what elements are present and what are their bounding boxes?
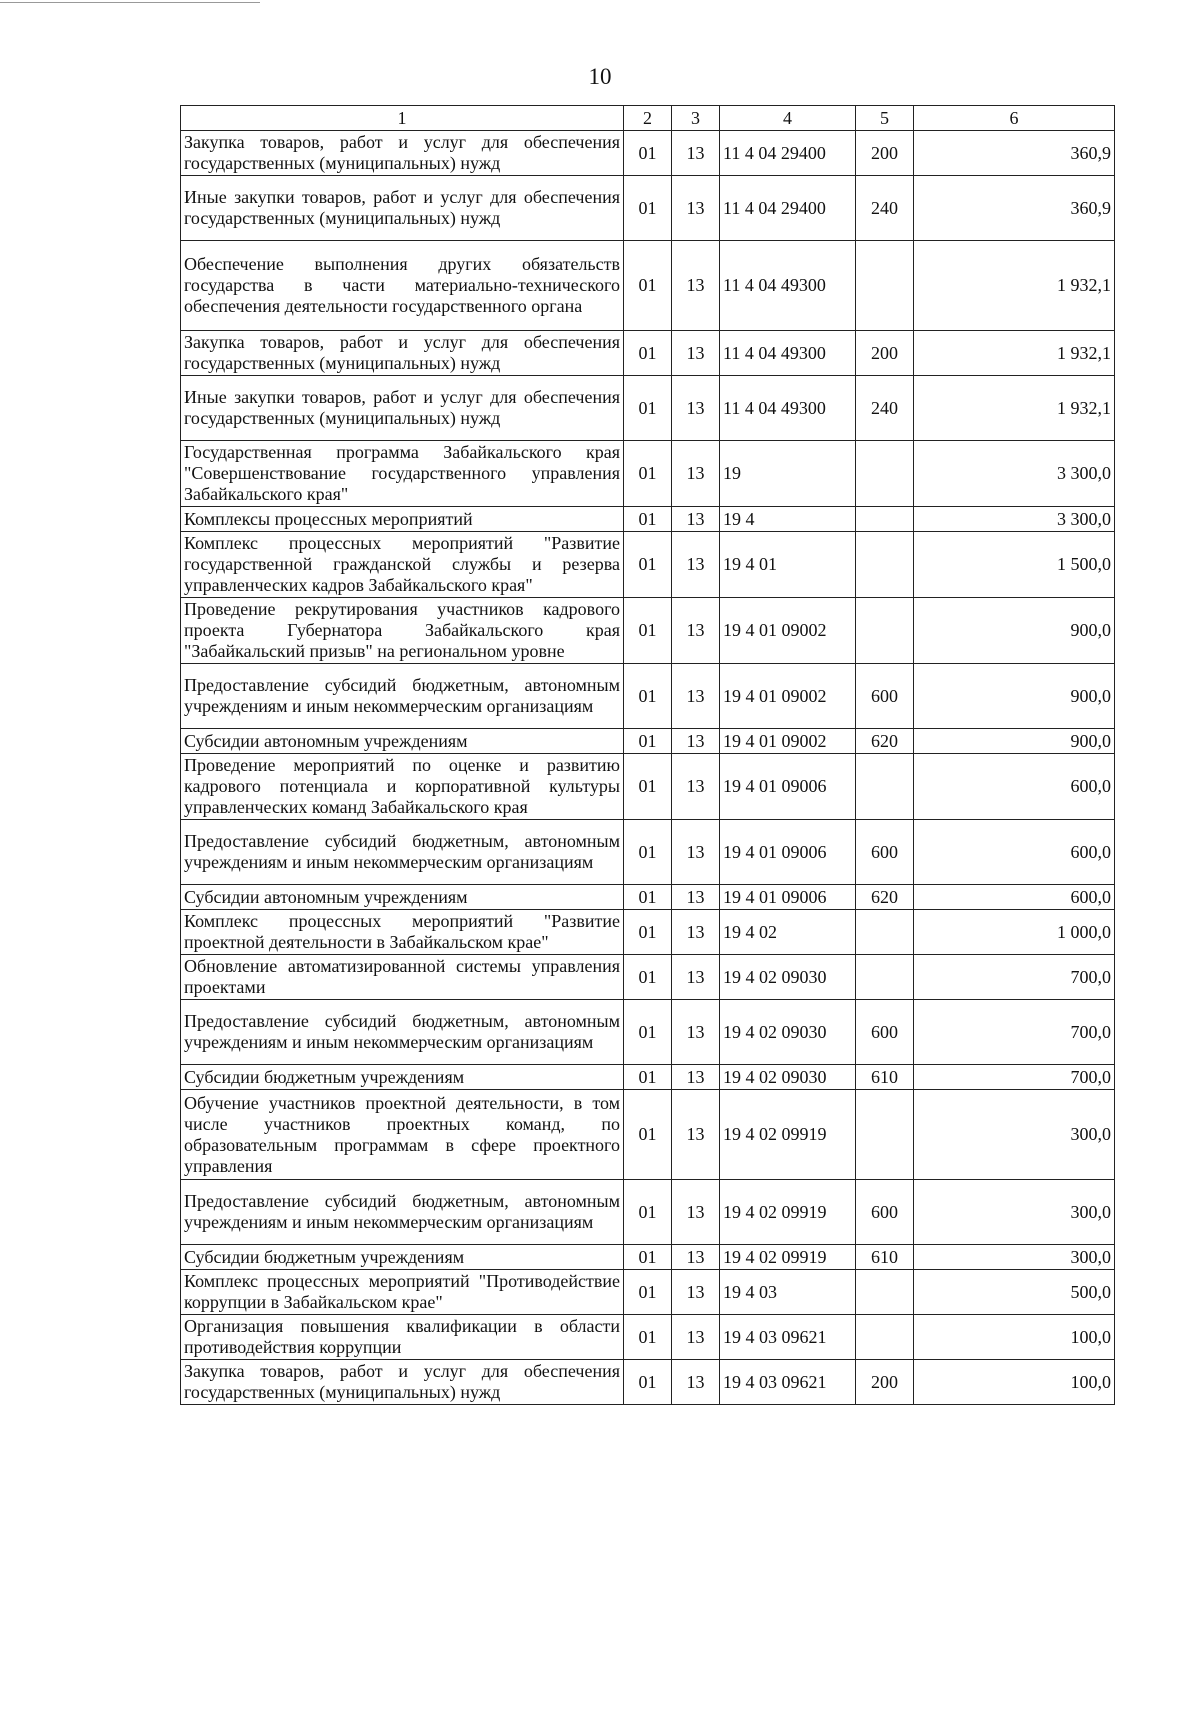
row-expense-type-cell [856, 1315, 914, 1360]
row-amount-cell: 300,0 [914, 1180, 1115, 1245]
row-name-cell: Комплекс процессных мероприятий "Противодействие коррупции в Забайкальском крае" [181, 1270, 624, 1315]
row-section-cell: 01 [624, 331, 672, 376]
row-expense-type-cell: 600 [856, 664, 914, 729]
row-target-article-cell: 19 4 02 09030 [720, 955, 856, 1000]
row-target-article-cell: 19 4 02 09030 [720, 1000, 856, 1065]
table-row [181, 885, 1115, 910]
table-row [181, 441, 1115, 507]
table-row [181, 1090, 1115, 1180]
row-target-article-cell: 19 4 02 09030 [720, 1065, 856, 1090]
row-section-cell: 01 [624, 441, 672, 507]
row-subsection-cell: 13 [672, 176, 720, 241]
row-subsection-cell: 13 [672, 331, 720, 376]
row-amount-cell: 100,0 [914, 1315, 1115, 1360]
row-expense-type-cell: 240 [856, 376, 914, 441]
row-expense-type-cell [856, 441, 914, 507]
row-expense-type-cell [856, 532, 914, 598]
row-expense-type-cell [856, 754, 914, 820]
row-name-cell: Субсидии автономным учреждениям [181, 885, 624, 910]
row-target-article-cell: 11 4 04 49300 [720, 376, 856, 441]
row-subsection-cell: 13 [672, 729, 720, 754]
row-amount-cell: 1 000,0 [914, 910, 1115, 955]
row-amount-cell: 100,0 [914, 1360, 1115, 1405]
row-subsection-cell: 13 [672, 1315, 720, 1360]
row-section-cell: 01 [624, 820, 672, 885]
row-subsection-cell: 13 [672, 910, 720, 955]
header-col-3: 3 [672, 106, 720, 131]
header-col-2: 2 [624, 106, 672, 131]
row-target-article-cell: 19 4 02 09919 [720, 1090, 856, 1180]
row-amount-cell: 1 932,1 [914, 331, 1115, 376]
row-target-article-cell: 19 4 03 [720, 1270, 856, 1315]
row-target-article-cell: 19 4 01 09002 [720, 664, 856, 729]
row-subsection-cell: 13 [672, 1000, 720, 1065]
row-amount-cell: 700,0 [914, 955, 1115, 1000]
row-subsection-cell: 13 [672, 820, 720, 885]
row-section-cell: 01 [624, 1245, 672, 1270]
row-amount-cell: 500,0 [914, 1270, 1115, 1315]
row-subsection-cell: 13 [672, 441, 720, 507]
row-name-cell: Проведение рекрутирования участников кадрового проекта Губернатора Забайкальского края "Забайкальский призыв" на региональном уровне [181, 598, 624, 664]
row-amount-cell: 360,9 [914, 131, 1115, 176]
row-target-article-cell: 19 4 01 09002 [720, 598, 856, 664]
row-expense-type-cell: 620 [856, 885, 914, 910]
row-target-article-cell: 19 4 01 09006 [720, 754, 856, 820]
header-col-1: 1 [181, 106, 624, 131]
row-subsection-cell: 13 [672, 507, 720, 532]
row-subsection-cell: 13 [672, 885, 720, 910]
row-target-article-cell: 19 4 02 [720, 910, 856, 955]
row-name-cell: Предоставление субсидий бюджетным, автономным учреждениям и иным некоммерческим организациям [181, 820, 624, 885]
row-expense-type-cell: 600 [856, 820, 914, 885]
row-amount-cell: 600,0 [914, 754, 1115, 820]
row-section-cell: 01 [624, 176, 672, 241]
row-amount-cell: 1 932,1 [914, 376, 1115, 441]
row-subsection-cell: 13 [672, 376, 720, 441]
table-row [181, 131, 1115, 176]
row-name-cell: Предоставление субсидий бюджетным, автономным учреждениям и иным некоммерческим организациям [181, 664, 624, 729]
row-name-cell: Иные закупки товаров, работ и услуг для обеспечения государственных (муниципальных) нужд [181, 376, 624, 441]
row-target-article-cell: 11 4 04 49300 [720, 331, 856, 376]
row-name-cell: Государственная программа Забайкальского края "Совершенствование государственного управления Забайкальского края" [181, 441, 624, 507]
table-row [181, 241, 1115, 331]
row-amount-cell: 900,0 [914, 729, 1115, 754]
row-target-article-cell: 11 4 04 29400 [720, 176, 856, 241]
row-section-cell: 01 [624, 131, 672, 176]
table-row [181, 1000, 1115, 1065]
table-row [181, 729, 1115, 754]
row-amount-cell: 600,0 [914, 820, 1115, 885]
table-row [181, 532, 1115, 598]
table-row [181, 598, 1115, 664]
row-expense-type-cell: 610 [856, 1065, 914, 1090]
row-name-cell: Комплекс процессных мероприятий "Развитие государственной гражданской службы и резерва управленческих кадров Забайкальского края" [181, 532, 624, 598]
row-amount-cell: 600,0 [914, 885, 1115, 910]
table-row [181, 910, 1115, 955]
row-target-article-cell: 19 4 01 [720, 532, 856, 598]
row-name-cell: Закупка товаров, работ и услуг для обеспечения государственных (муниципальных) нужд [181, 131, 624, 176]
row-subsection-cell: 13 [672, 1180, 720, 1245]
row-section-cell: 01 [624, 1065, 672, 1090]
table-row [181, 955, 1115, 1000]
row-target-article-cell: 19 4 [720, 507, 856, 532]
row-target-article-cell: 19 4 01 09006 [720, 820, 856, 885]
row-target-article-cell: 19 [720, 441, 856, 507]
row-section-cell: 01 [624, 598, 672, 664]
header-row [181, 106, 1115, 131]
row-amount-cell: 700,0 [914, 1000, 1115, 1065]
row-subsection-cell: 13 [672, 131, 720, 176]
row-name-cell: Проведение мероприятий по оценке и развитию кадрового потенциала и корпоративной культуры управленческих команд Забайкальского края [181, 754, 624, 820]
row-amount-cell: 300,0 [914, 1245, 1115, 1270]
row-name-cell: Субсидии бюджетным учреждениям [181, 1245, 624, 1270]
row-expense-type-cell [856, 955, 914, 1000]
row-section-cell: 01 [624, 664, 672, 729]
table-row [181, 664, 1115, 729]
row-amount-cell: 3 300,0 [914, 507, 1115, 532]
row-name-cell: Комплекс процессных мероприятий "Развитие проектной деятельности в Забайкальском крае" [181, 910, 624, 955]
row-amount-cell: 900,0 [914, 598, 1115, 664]
row-subsection-cell: 13 [672, 532, 720, 598]
table-row [181, 754, 1115, 820]
row-section-cell: 01 [624, 910, 672, 955]
row-subsection-cell: 13 [672, 1090, 720, 1180]
row-subsection-cell: 13 [672, 664, 720, 729]
table-row [181, 1315, 1115, 1360]
row-expense-type-cell [856, 1270, 914, 1315]
row-expense-type-cell: 200 [856, 131, 914, 176]
row-section-cell: 01 [624, 1360, 672, 1405]
table-row [181, 1360, 1115, 1405]
row-name-cell: Комплексы процессных мероприятий [181, 507, 624, 532]
table-row [181, 331, 1115, 376]
row-section-cell: 01 [624, 1270, 672, 1315]
row-expense-type-cell [856, 910, 914, 955]
row-target-article-cell: 11 4 04 49300 [720, 241, 856, 331]
row-expense-type-cell: 620 [856, 729, 914, 754]
row-expense-type-cell: 200 [856, 331, 914, 376]
row-section-cell: 01 [624, 1180, 672, 1245]
row-name-cell: Субсидии бюджетным учреждениям [181, 1065, 624, 1090]
row-amount-cell: 1 500,0 [914, 532, 1115, 598]
row-section-cell: 01 [624, 754, 672, 820]
row-name-cell: Иные закупки товаров, работ и услуг для обеспечения государственных (муниципальных) нужд [181, 176, 624, 241]
row-subsection-cell: 13 [672, 598, 720, 664]
row-name-cell: Предоставление субсидий бюджетным, автономным учреждениям и иным некоммерческим организациям [181, 1180, 624, 1245]
row-expense-type-cell [856, 507, 914, 532]
row-section-cell: 01 [624, 955, 672, 1000]
table-body [181, 131, 1115, 1405]
row-expense-type-cell [856, 241, 914, 331]
row-section-cell: 01 [624, 376, 672, 441]
row-expense-type-cell: 610 [856, 1245, 914, 1270]
row-subsection-cell: 13 [672, 241, 720, 331]
row-target-article-cell: 19 4 01 09006 [720, 885, 856, 910]
row-subsection-cell: 13 [672, 1065, 720, 1090]
row-section-cell: 01 [624, 532, 672, 598]
row-expense-type-cell: 240 [856, 176, 914, 241]
table-row [181, 1245, 1115, 1270]
row-amount-cell: 1 932,1 [914, 241, 1115, 331]
budget-table [180, 105, 1115, 1405]
row-name-cell: Организация повышения квалификации в области противодействия коррупции [181, 1315, 624, 1360]
table-row [181, 1180, 1115, 1245]
table-row [181, 176, 1115, 241]
header-col-6: 6 [914, 106, 1115, 131]
row-section-cell: 01 [624, 885, 672, 910]
row-expense-type-cell: 600 [856, 1000, 914, 1065]
row-target-article-cell: 19 4 03 09621 [720, 1315, 856, 1360]
row-name-cell: Закупка товаров, работ и услуг для обеспечения государственных (муниципальных) нужд [181, 1360, 624, 1405]
row-subsection-cell: 13 [672, 754, 720, 820]
row-target-article-cell: 19 4 03 09621 [720, 1360, 856, 1405]
row-expense-type-cell: 600 [856, 1180, 914, 1245]
top-edge-rule [0, 2, 260, 3]
row-amount-cell: 3 300,0 [914, 441, 1115, 507]
row-section-cell: 01 [624, 241, 672, 331]
row-amount-cell: 360,9 [914, 176, 1115, 241]
row-target-article-cell: 19 4 02 09919 [720, 1245, 856, 1270]
row-expense-type-cell [856, 1090, 914, 1180]
header-col-5: 5 [856, 106, 914, 131]
table-row [181, 507, 1115, 532]
header-col-4: 4 [720, 106, 856, 131]
table-row [181, 1065, 1115, 1090]
row-expense-type-cell [856, 598, 914, 664]
row-subsection-cell: 13 [672, 1270, 720, 1315]
row-amount-cell: 900,0 [914, 664, 1115, 729]
page-number: 10 [588, 64, 612, 89]
table-row [181, 820, 1115, 885]
row-expense-type-cell: 200 [856, 1360, 914, 1405]
row-name-cell: Обеспечение выполнения других обязательств государства в части материально-технического обеспечения деятельности государственного органа [181, 241, 624, 331]
row-subsection-cell: 13 [672, 1360, 720, 1405]
table-row [181, 1270, 1115, 1315]
row-subsection-cell: 13 [672, 955, 720, 1000]
row-amount-cell: 700,0 [914, 1065, 1115, 1090]
row-target-article-cell: 11 4 04 29400 [720, 131, 856, 176]
row-section-cell: 01 [624, 729, 672, 754]
row-section-cell: 01 [624, 1000, 672, 1065]
row-target-article-cell: 19 4 01 09002 [720, 729, 856, 754]
row-section-cell: 01 [624, 507, 672, 532]
table-row [181, 376, 1115, 441]
row-target-article-cell: 19 4 02 09919 [720, 1180, 856, 1245]
row-section-cell: 01 [624, 1315, 672, 1360]
row-section-cell: 01 [624, 1090, 672, 1180]
row-name-cell: Закупка товаров, работ и услуг для обеспечения государственных (муниципальных) нужд [181, 331, 624, 376]
row-name-cell: Обучение участников проектной деятельности, в том числе участников проектных команд, по образовательным программам в сфере проектного управления [181, 1090, 624, 1180]
row-subsection-cell: 13 [672, 1245, 720, 1270]
row-name-cell: Предоставление субсидий бюджетным, автономным учреждениям и иным некоммерческим организациям [181, 1000, 624, 1065]
row-amount-cell: 300,0 [914, 1090, 1115, 1180]
row-name-cell: Обновление автоматизированной системы управления проектами [181, 955, 624, 1000]
row-name-cell: Субсидии автономным учреждениям [181, 729, 624, 754]
